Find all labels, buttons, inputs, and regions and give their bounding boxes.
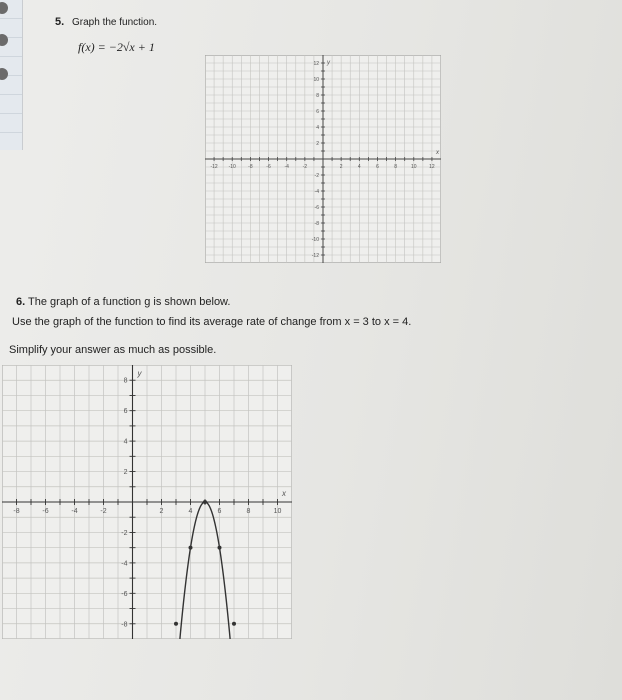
x-tick-label: 2	[159, 508, 164, 515]
y-tick-label: 2	[123, 469, 128, 477]
y-tick-label: 4	[123, 438, 128, 446]
question-6-line1	[16, 296, 230, 308]
x-tick-label: -6	[266, 164, 271, 170]
y-tick-label: 6	[316, 109, 319, 115]
question-6-statement: The graph of a function g is shown below.	[28, 296, 231, 308]
data-point	[174, 622, 178, 626]
x-tick-label: -2	[302, 164, 308, 170]
y-tick-label: -12	[311, 253, 319, 259]
x-tick-label: -4	[284, 164, 289, 170]
x-tick-label: 8	[246, 508, 251, 515]
y-tick-label: 2	[316, 141, 319, 147]
x-tick-label: -8	[13, 508, 20, 515]
y-axis-label: y	[137, 369, 142, 378]
binder-hole	[0, 68, 8, 80]
x-tick-label: -2	[100, 508, 107, 515]
x-tick-label: 10	[273, 508, 282, 515]
binder-hole	[0, 34, 8, 46]
x-tick-label: 8	[394, 164, 398, 170]
y-tick-label: 8	[316, 93, 319, 99]
x-tick-label: 4	[357, 164, 361, 170]
binder-edge	[0, 0, 23, 150]
y-tick-label: 6	[123, 408, 128, 416]
data-point	[203, 500, 207, 504]
y-tick-label: -4	[121, 560, 128, 568]
y-tick-label: -6	[121, 590, 128, 598]
data-point	[232, 622, 236, 626]
question-5-prompt: Graph the function.	[72, 17, 158, 28]
question-6-graph	[2, 365, 292, 639]
y-tick-label: -8	[121, 621, 128, 629]
question-5-graph[interactable]	[205, 55, 441, 263]
binder-hole	[0, 2, 8, 14]
y-tick-label: -10	[311, 237, 319, 243]
x-tick-label: 4	[188, 508, 193, 515]
y-tick-label: 10	[313, 77, 319, 83]
y-tick-label: 4	[316, 125, 319, 131]
x-tick-label: -12	[210, 164, 218, 170]
y-tick-label: 8	[123, 377, 128, 385]
data-point	[218, 546, 222, 550]
y-tick-label: 12	[313, 61, 319, 67]
question-5-formula: f(x) = −2√x + 1	[78, 40, 155, 54]
y-axis-label: y	[327, 60, 330, 66]
x-axis-label: x	[436, 150, 439, 156]
y-tick-label: -4	[314, 189, 319, 195]
x-tick-label: 6	[376, 164, 379, 170]
question-6-simplify: Simplify your answer as much as possible.	[9, 344, 217, 356]
x-tick-label: -10	[228, 164, 236, 170]
x-tick-label: 12	[429, 164, 435, 170]
x-tick-label: -8	[248, 164, 253, 170]
x-axis-label: x	[282, 489, 286, 498]
y-tick-label: -6	[314, 205, 319, 211]
question-6-number: 6.	[16, 296, 26, 308]
y-tick-label: -8	[314, 221, 319, 227]
y-tick-label: -2	[314, 173, 319, 179]
x-tick-label: -6	[42, 508, 49, 515]
data-point	[189, 546, 193, 550]
x-tick-label: 10	[410, 164, 417, 170]
question-6-instructions: Use the graph of the function to find its average rate of change from x = 3 to x = 4.	[12, 316, 412, 328]
x-tick-label: -4	[71, 508, 78, 515]
y-tick-label: -2	[121, 529, 128, 537]
x-tick-label: 2	[339, 164, 343, 170]
question-5-number: 5.	[55, 16, 65, 28]
x-tick-label: 6	[217, 508, 222, 515]
